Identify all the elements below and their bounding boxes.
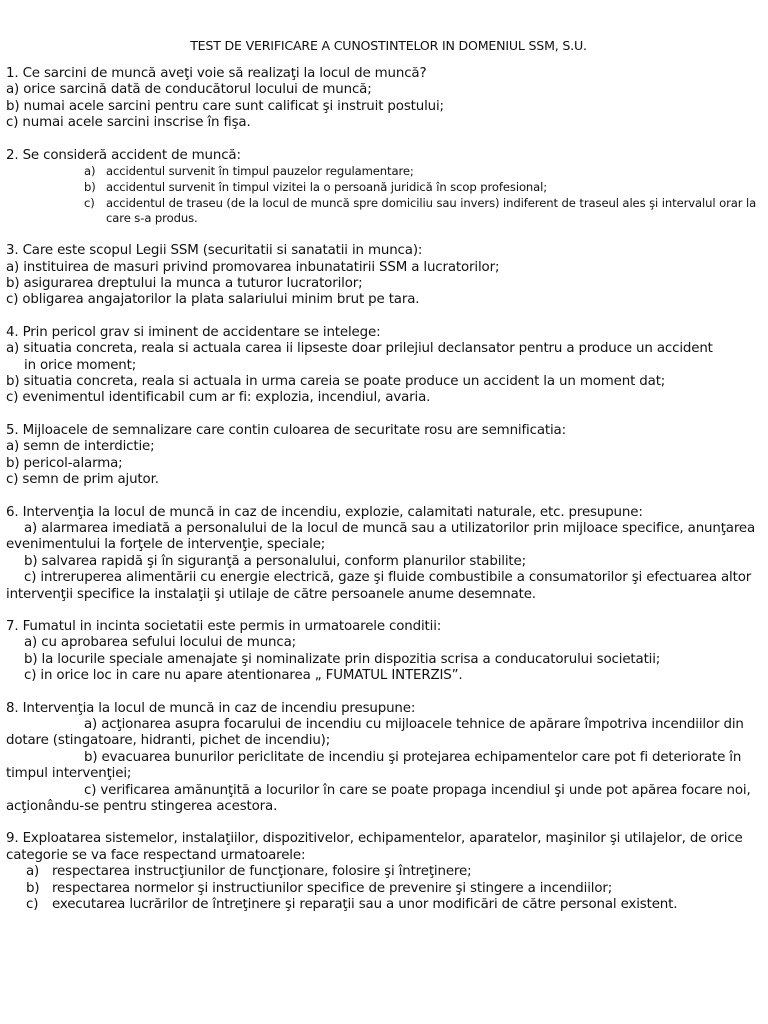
question-4-option-c: c) evenimentul identificabil cum ar fi: explozia, incendiul, avaria. (6, 390, 431, 406)
question-2-text: 2. Se consideră accident de muncă: (6, 147, 241, 163)
question-7-option-b: b) la locurile speciale amenajate şi nominalizate prin dispozitia scrisa a conducatorului societatii; (24, 651, 661, 667)
test-document (6, 38, 761, 929)
question-2-option-a (6, 164, 761, 180)
question-5-option-b: b) pericol-alarma; (6, 455, 123, 471)
question-9 (6, 831, 761, 913)
question-4-option-a-continued: in orice moment; (24, 357, 137, 373)
question-8-option-b: b) evacuarea bunurilor periclitate de incendiu şi protejarea echipamentelor care pot fi deteriorate în timpul intervenţiei; (6, 749, 742, 782)
option-text: accidentul survenit în timpul vizitei la o persoană juridică în scop profesional; (106, 179, 548, 194)
question-5 (6, 423, 761, 489)
question-1-option-b: b) numai acele sarcini pentru care sunt calificat şi instruit postului; (6, 98, 444, 114)
question-9-option-b (6, 881, 761, 897)
question-7-option-c: c) in orice loc in care nu apare atentionarea „ FUMATUL INTERZIS”. (24, 668, 463, 684)
question-2-option-b (6, 180, 761, 196)
question-5-option-a: a) semn de interdictie; (6, 439, 155, 455)
question-8 (6, 701, 761, 816)
question-6 (6, 505, 761, 603)
question-6-option-c: c) intreruperea alimentării cu energie electrică, gaze şi fluide combustibile a consumatorilor şi efectuarea altor intervenţii specifice la instalaţii şi utilaje de către persoanele anume desemnate. (6, 570, 752, 602)
question-8-option-c: c) verificarea amănunţită a locurilor în care se poate propaga incendiul şi unde pot apărea focare noi, acţionându-se pentru stingerea acestora. (6, 782, 751, 814)
question-1-option-a: a) orice sarcină dată de conducătorul locului de muncă; (6, 82, 372, 98)
option-text: accidentul de traseu (de la locul de muncă spre domiciliu sau invers) indiferent de traseul ales şi intervalul orar la care s-a produs. (106, 195, 757, 226)
option-label: a) (26, 864, 40, 880)
question-3-option-c: c) obligarea angajatorilor la plata salariului minim brut pe tara. (6, 292, 420, 308)
option-text: accidentul survenit în timpul pauzelor regulamentare; (106, 164, 414, 179)
question-7-option-a: a) cu aprobarea sefului locului de munca; (24, 635, 297, 651)
question-4-option-b: b) situatia concreta, reala si actuala in urma careia se poate produce un accident la un moment dat; (6, 374, 666, 390)
question-2-options (6, 164, 761, 227)
option-label: c) (26, 897, 39, 913)
question-2-option-c (6, 196, 761, 228)
question-9-option-c (6, 897, 761, 913)
question-6-option-a: a) alarmarea imediată a personalului de la locul de muncă sau a utilizatorilor prin mijloace specifice, anunţarea evenimentului la forţele de intervenţie, speciale; (6, 520, 756, 553)
question-9-text: 9. Exploatarea sistemelor, instalaţiilor, dispozitivelor, echipamentelor, aparatelor, maşinilor şi utilajelor, de orice categorie se va face respectand urmatoarele: (6, 831, 743, 863)
question-3-text: 3. Care este scopul Legii SSM (securitatii si sanatatii in munca): (6, 243, 423, 259)
option-label: b) (26, 880, 40, 896)
question-5-option-c: c) semn de prim ajutor. (6, 472, 159, 488)
question-3-option-b: b) asigurarea dreptului la munca a tuturor lucratorilor; (6, 276, 363, 292)
document-title: TEST DE VERIFICARE A CUNOSTINTELOR IN DOMENIUL SSM, S.U. (190, 38, 587, 53)
question-3-option-a: a) instituirea de masuri privind promovarea inbunatatirii SSM a lucratorilor; (6, 259, 500, 275)
question-6-text: 6. Intervenţia la locul de muncă in caz de incendiu, explozie, calamitati naturale, etc. presupune: (6, 504, 643, 520)
question-6-option-b: b) salvarea rapidă şi în siguranţă a personalului, conform planurilor stabilite; (24, 553, 526, 569)
question-4 (6, 325, 761, 407)
option-text: respectarea instrucţiunilor de funcţionare, folosire şi întreţinere; (52, 864, 472, 880)
question-9-option-a (6, 864, 761, 880)
question-1 (6, 66, 761, 132)
question-1-option-c: c) numai acele sarcini inscrise în fişa. (6, 115, 251, 131)
question-7 (6, 619, 761, 685)
question-3 (6, 243, 761, 309)
option-text: respectarea normelor şi instructiunilor specifice de prevenire şi stingere a incendiilor; (52, 880, 613, 896)
question-8-text: 8. Intervenţia la locul de muncă in caz de incendiu presupune: (6, 700, 416, 716)
option-label: c) (84, 195, 95, 210)
option-text: executarea lucrărilor de întreţinere şi reparaţii sau a unor modificări de către personal existent. (52, 897, 678, 913)
question-1-text: 1. Ce sarcini de muncă aveţi voie să realizaţi la locul de muncă? (6, 66, 427, 81)
option-label: b) (84, 179, 96, 194)
question-8-option-a: a) acţionarea asupra focarului de incendiu cu mijloacele tehnice de apărare împotriva incendiilor din dotare (stingatoare, hidranti, pichet de incendiu); (6, 716, 744, 749)
question-7-text: 7. Fumatul in incinta societatii este permis in urmatoarele conditii: (6, 618, 442, 634)
question-4-text: 4. Prin pericol grav si iminent de accidentare se intelege: (6, 324, 381, 340)
question-4-option-a: a) situatia concreta, reala si actuala carea ii lipseste doar prilejiul declansator pentru a produce un accident (6, 341, 713, 357)
question-5-text: 5. Mijloacele de semnalizare care contin culoarea de securitate rosu are semnificatia: (6, 422, 566, 438)
option-label: a) (84, 164, 96, 179)
question-2 (6, 148, 761, 228)
